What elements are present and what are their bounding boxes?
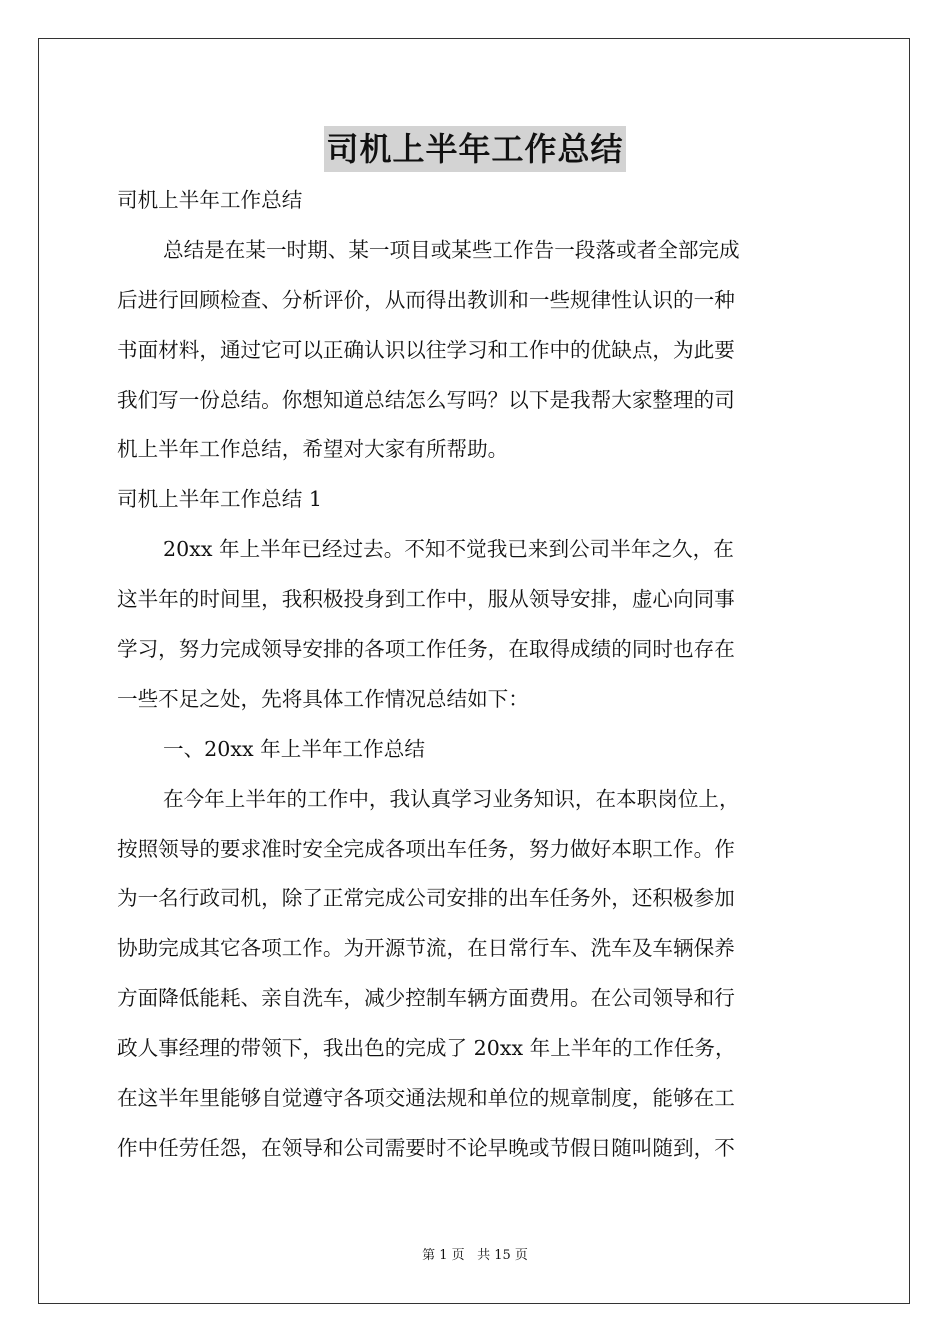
page-total: 共 15 页: [477, 1248, 528, 1263]
text-line: 在这半年里能够自觉遵守各项交通法规和单位的规章制度，能够在工: [117, 1086, 735, 1111]
text-line: 一、20xx 年上半年工作总结: [163, 736, 425, 761]
text-line: 后进行回顾检查、分析评价，从而得出教训和一些规律性认识的一种: [117, 287, 735, 312]
text-line: 书面材料，通过它可以正确认识以往学习和工作中的优缺点，为此要: [117, 337, 735, 362]
document-title: 司机上半年工作总结: [324, 126, 625, 172]
text-line: 作中任劳任怨，在领导和公司需要时不论早晚或节假日随叫随到，不: [117, 1135, 735, 1160]
text-line: 一些不足之处，先将具体工作情况总结如下：: [117, 686, 529, 711]
text-line: 政人事经理的带领下，我出色的完成了 20xx 年上半年的工作任务，: [117, 1036, 736, 1061]
text-line: 20xx 年上半年已经过去。不知不觉我已来到公司半年之久，在: [163, 537, 734, 562]
text-line: 司机上半年工作总结: [117, 188, 303, 212]
text-line: 学习，努力完成领导安排的各项工作任务，在取得成绩的同时也存在: [117, 637, 735, 662]
text-line: 为一名行政司机，除了正常完成公司安排的出车任务外，还积极参加: [117, 886, 735, 911]
page-number: 第 1 页: [422, 1248, 465, 1263]
text-line: 这半年的时间里，我积极投身到工作中，服从领导安排，虚心向同事: [117, 587, 735, 612]
text-line: 机上半年工作总结，希望对大家有所帮助。: [117, 437, 509, 462]
text-line: 我们写一份总结。你想知道总结怎么写吗？以下是我帮大家整理的司: [117, 387, 735, 412]
text-line: 按照领导的要求准时安全完成各项出车任务，努力做好本职工作。作: [117, 836, 735, 861]
text-line: 方面降低能耗、亲自洗车，减少控制车辆方面费用。在公司领导和行: [117, 986, 735, 1011]
text-line: 在今年上半年的工作中，我认真学习业务知识，在本职岗位上，: [163, 786, 740, 811]
page-footer: [0, 1247, 950, 1265]
title-container: [0, 126, 950, 172]
document-body: [117, 176, 833, 1174]
text-line: 协助完成其它各项工作。为开源节流，在日常行车、洗车及车辆保养: [117, 936, 735, 961]
text-line: 总结是在某一时期、某一项目或某些工作告一段落或者全部完成: [163, 237, 740, 262]
text-line: 司机上半年工作总结 1: [117, 487, 322, 512]
